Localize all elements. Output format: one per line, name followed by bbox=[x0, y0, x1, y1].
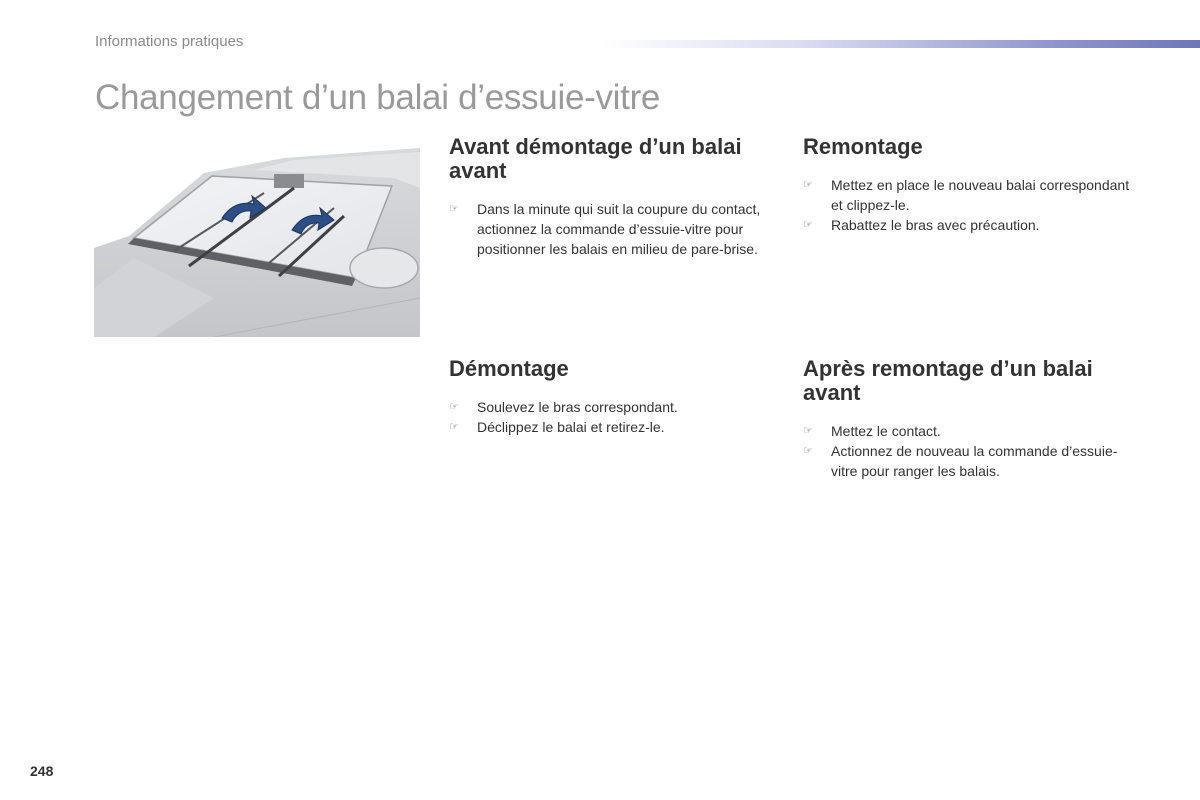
windshield-wiper-illustration bbox=[94, 148, 420, 337]
instruction-item: ☞ Rabattez le bras avec précaution. bbox=[803, 217, 1040, 233]
pointing-hand-icon: ☞ bbox=[449, 421, 459, 433]
instruction-list bbox=[803, 175, 1133, 235]
instruction-item: ☞ Mettez en place le nouveau balai correspondant et clippez-le. bbox=[803, 177, 1130, 213]
pointing-hand-icon: ☞ bbox=[803, 219, 813, 231]
instruction-list bbox=[449, 397, 779, 437]
section-avant-demontage bbox=[449, 135, 779, 259]
section-title: Avant démontage d’un balai avant bbox=[449, 134, 742, 183]
pointing-hand-icon: ☞ bbox=[449, 401, 459, 413]
instruction-item: ☞ Actionnez de nouveau la commande d’essuie-vitre pour ranger les balais. bbox=[803, 443, 1118, 479]
pointing-hand-icon: ☞ bbox=[803, 425, 813, 437]
pointing-hand-icon: ☞ bbox=[803, 445, 813, 457]
section-header-label: Informations pratiques bbox=[95, 33, 244, 50]
pointing-hand-icon: ☞ bbox=[803, 179, 813, 191]
instruction-item: ☞ Mettez le contact. bbox=[803, 423, 941, 439]
instruction-list bbox=[449, 199, 779, 259]
header-gradient-bar bbox=[600, 40, 1200, 48]
page-title: Changement d’un balai d’essuie-vitre bbox=[95, 78, 661, 117]
section-remontage bbox=[803, 135, 1133, 235]
section-title: Démontage bbox=[449, 356, 569, 381]
instruction-item: ☞ Déclippez le balai et retirez-le. bbox=[449, 419, 665, 435]
section-title: Après remontage d’un balai avant bbox=[803, 356, 1093, 405]
page-number: 248 bbox=[30, 763, 54, 779]
instruction-item: ☞ Dans la minute qui suit la coupure du contact, actionnez la commande d’essuie-vitre pour positionner les balais en milieu de pare-brise. bbox=[449, 201, 761, 257]
pointing-hand-icon: ☞ bbox=[449, 203, 459, 215]
instruction-list bbox=[803, 421, 1133, 481]
section-apres-remontage bbox=[803, 357, 1133, 481]
instruction-item: ☞ Soulevez le bras correspondant. bbox=[449, 399, 678, 415]
section-title: Remontage bbox=[803, 134, 923, 159]
section-demontage bbox=[449, 357, 779, 437]
